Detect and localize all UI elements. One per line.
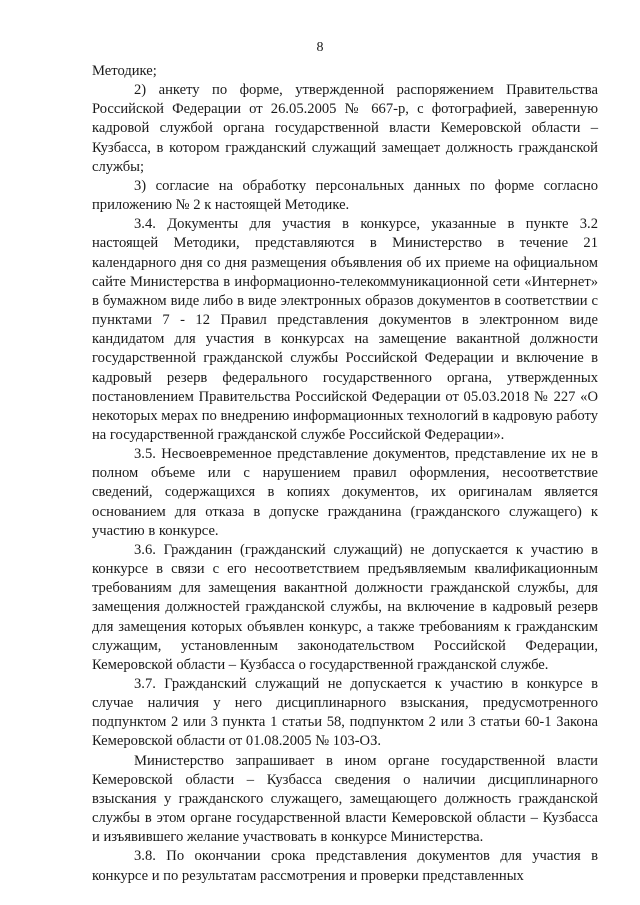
paragraph-item-2: 2) анкету по форме, утвержденной распоряжением Правительства Российской Федерации от 26.05.2005 № 667-р, с фотографией, заверенную кадровой службой органа государственной власти Кемеровской области – Кузбасса, в котором гражданский служащий замещает должность гражданской службы; bbox=[92, 82, 598, 175]
document-body bbox=[92, 62, 598, 886]
paragraph-3-5: 3.5. Несвоевременное представление документов, представление их не в полном объеме или с нарушением правил оформления, несоответствие сведений, содержащихся в копиях документов, их оригиналам является основанием для отказа в допуске гражданина (гражданского служащего) к участию в конкурсе. bbox=[92, 446, 598, 539]
paragraph-3-6: 3.6. Гражданин (гражданский служащий) не допускается к участию в конкурсе в связи с его несоответствием предъявляемым квалификационным требованиям для замещения вакантной должности гражданской службы, для замещения должностей гражданской службы, на включение в кадровый резерв для замещения которых объявлен конкурс, а также требованиям к гражданским служащим, установленным законодательством Российской Федерации, Кемеровской области – Кузбасса о государственной гражданской службе. bbox=[92, 541, 598, 673]
paragraph-3-4: 3.4. Документы для участия в конкурсе, указанные в пункте 3.2 настоящей Методики, представляются в Министерство в течение 21 календарного дня со дня размещения объявления об их приеме на официальном сайте Министерства в информационно-телекоммуникационной сети «Интернет» в бумажном виде либо в виде электронных образов документов в соответствии с пунктами 7 - 12 Правил представления документов в электронном виде кандидатом для участия в конкурсах на замещение вакантной должности государственной гражданской службы Российской Федерации и включение в кадровый резерв федерального государственного органа, утвержденных постановлением Правительства Российской Федерации от 05.03.2018 № 227 «О некоторых мерах по внедрению информационных технологий в кадровую работу на государственной гражданской службе Российской Федерации». bbox=[92, 216, 598, 443]
paragraph-continuation: Методике; bbox=[92, 63, 157, 79]
paragraph-3-7: 3.7. Гражданский служащий не допускается к участию в конкурсе в случае наличия у него дисциплинарного взыскания, предусмотренного подпунктом 2 или 3 пункта 1 статьи 58, подпунктом 2 или 3 статьи 60-1 Закона Кемеровской области от 01.08.2005 № 103-ОЗ. bbox=[92, 676, 598, 750]
paragraph-item-3: 3) согласие на обработку персональных данных по форме согласно приложению № 2 к настоящей Методике. bbox=[92, 177, 598, 214]
paragraph-ministry-request: Министерство запрашивает в ином органе государственной власти Кемеровской области – Кузбасса сведения о наличии дисциплинарного взыскания у гражданского служащего, замещающего должность гражданской службы в этом органе государственной власти Кемеровской области – Кузбасса и изъявившего желание участвовать в конкурсе Министерства. bbox=[92, 752, 598, 846]
paragraph-3-8: 3.8. По окончании срока представления документов для участия в конкурсе и по результатам рассмотрения и проверки представленных bbox=[92, 848, 598, 884]
page-number: 8 bbox=[316, 40, 324, 55]
